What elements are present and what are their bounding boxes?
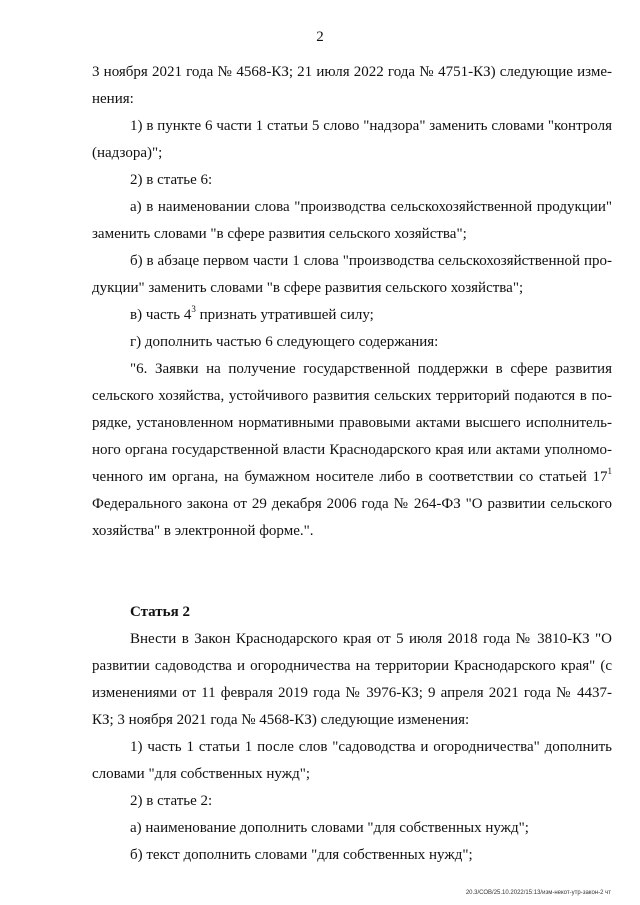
paragraph: 1) часть 1 статьи 1 после слов "садоводства и огородничества" дополнить словами "для собственных нужд"; — [92, 739, 612, 782]
paragraph: г) дополнить частью 6 следующего содержания: — [130, 334, 439, 350]
paragraph — [92, 302, 612, 329]
spacer — [92, 572, 612, 599]
document-body — [92, 59, 612, 869]
paragraph: б) текст дополнить словами "для собственных нужд"; — [130, 847, 473, 863]
paragraph-text: "6. Заявки на получение государственной поддержки в сфере развития сельского хозяйства, устойчивого развития сельских территорий подаются в по-рядке, установленном нормативными правовыми актами высшего исполнитель-ного органа государственной власти Краснодарского края или актами уполномо-ченного им органа, на бумажном носителе либо в соответствии со статьей 17 — [92, 361, 612, 485]
paragraph: а) в наименовании слова "производства сельскохозяйственной продукции" заменить словами "в сфере развития сельского хозяйства"; — [92, 199, 612, 242]
paragraph: 1) в пункте 6 части 1 статьи 5 слово "надзора" заменить словами "контроля (надзора)"; — [92, 118, 612, 161]
document-footer-code: 20.3/СОВ/25.10.2022/15:13/изм-некот-утр-закон-2 чт — [465, 890, 611, 896]
superscript: 3 — [191, 304, 196, 314]
page-number: 2 — [316, 29, 324, 45]
paragraph-text: в) часть 4 — [130, 307, 192, 323]
paragraph: Внести в Закон Краснодарского края от 5 июля 2018 года № 3810-КЗ "О развитии садоводства и огородничества на территории Краснодарского края" (с изменениями от 11 февраля 2019 года № 3976-КЗ; 9 апреля 2021 года № 4437-КЗ; 3 ноября 2021 года № 4568-КЗ) следующие изменения: — [92, 631, 612, 728]
article-heading: Статья 2 — [130, 604, 190, 620]
paragraph: 2) в статье 2: — [130, 793, 213, 809]
paragraph — [92, 356, 612, 545]
paragraph: б) в абзаце первом части 1 слова "производства сельскохозяйственной про-дукции" заменить словами "в сфере развития сельского хозяйства"; — [92, 253, 612, 296]
paragraph: 2) в статье 6: — [130, 172, 213, 188]
superscript: 1 — [607, 466, 612, 476]
paragraph-text: признать утратившей силу; — [195, 307, 374, 323]
paragraph: 3 ноября 2021 года № 4568-КЗ; 21 июля 2022 года № 4751-КЗ) следующие изме-нения: — [92, 64, 612, 107]
paragraph-text: Федерального закона от 29 декабря 2006 года № 264-ФЗ "О развитии сельского хозяйства" в электронной форме.". — [92, 496, 612, 539]
paragraph: а) наименование дополнить словами "для собственных нужд"; — [130, 820, 529, 836]
spacer — [92, 545, 612, 572]
